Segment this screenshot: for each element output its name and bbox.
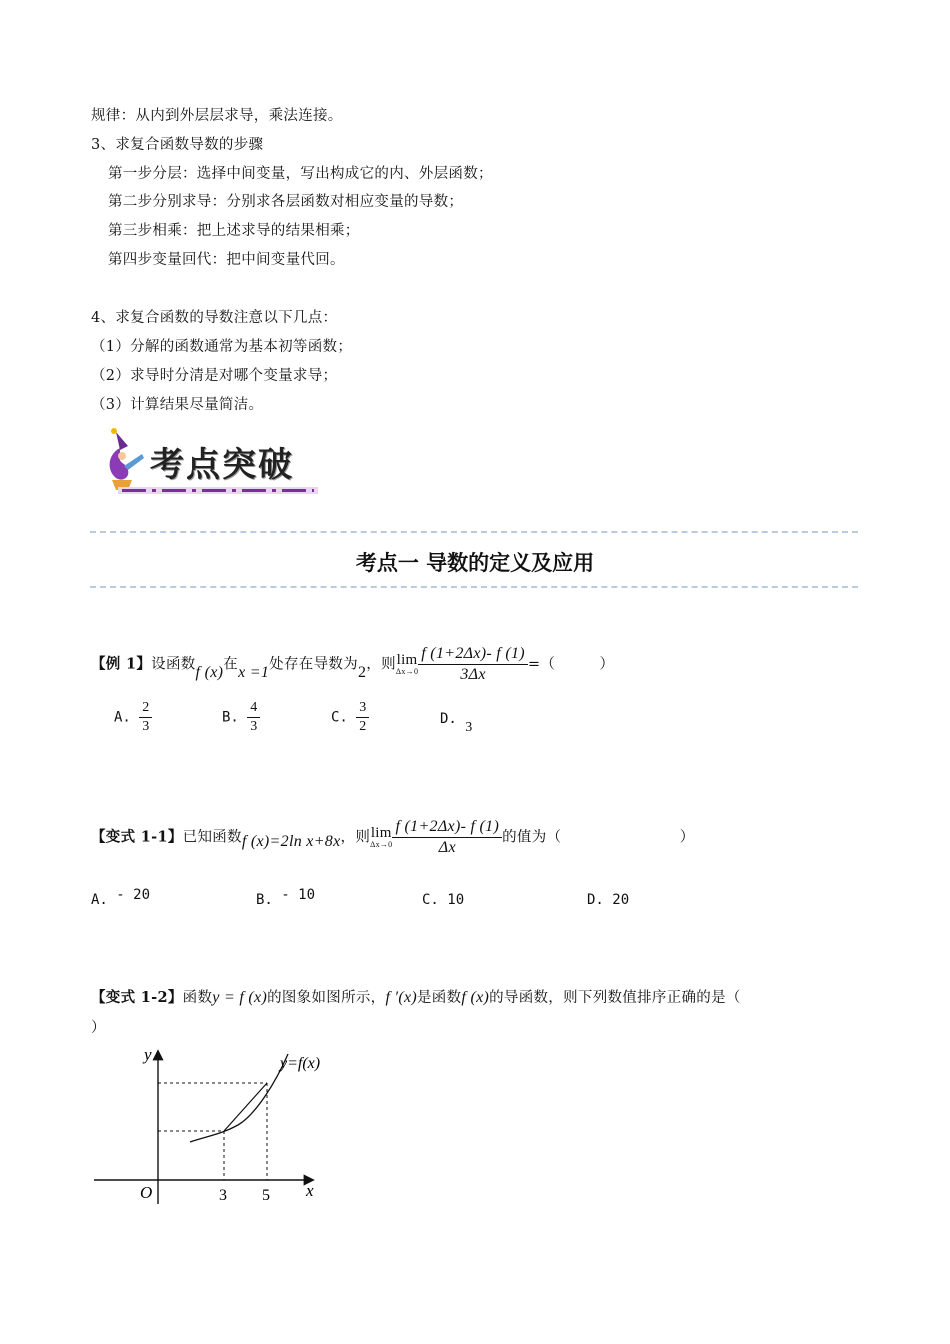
variant-1-2-question — [91, 986, 741, 1007]
option-d: D. 20 — [587, 892, 630, 908]
curve-label: y=f(x) — [280, 1055, 321, 1072]
q-text: 是函数 — [417, 990, 462, 1006]
q-text: 的导函数，则下列数值排序正确的是（ — [489, 990, 741, 1006]
function-graph — [90, 1040, 340, 1210]
yfx-expr: y = f (x) — [212, 989, 268, 1006]
x-tick-label: 5 — [262, 1187, 270, 1204]
example-label: 【例 1】 — [91, 655, 152, 673]
option-b: B. - 10 — [256, 887, 316, 908]
answer-blank: =（ ） — [527, 656, 615, 673]
x-axis-label: x — [306, 1181, 314, 1200]
limit-operator: lim Δx→0 — [370, 824, 393, 849]
limit-fraction: $\frac{f (1+2\Delta x)- f (1)}{\Delta x}$ — [392, 818, 502, 857]
function-expr: f (x)=2ln x+8x — [241, 832, 341, 850]
example-1-question — [91, 645, 614, 684]
fx-expr: f (x) — [461, 989, 490, 1006]
rule-text: 规律：从内到外层层求导，乘法连接。 — [91, 108, 343, 124]
step-item: 第三步相乘：把上述求导的结果相乘； — [108, 223, 360, 239]
q-text: 函数 — [182, 990, 213, 1006]
step-item: 第二步分别求导：分别求各层函数对相应变量的导数； — [108, 194, 464, 210]
section-rule-top — [90, 531, 858, 533]
q-text: ，则 — [366, 656, 396, 673]
section-rule-bottom — [90, 586, 858, 588]
function-curve — [190, 1054, 288, 1142]
option-d: D. 3 — [440, 711, 473, 735]
condition: x =1 — [238, 663, 270, 681]
y-axis-label: y — [144, 1045, 152, 1064]
q-text: 在 — [223, 656, 239, 673]
banner-title: 考点突破 — [150, 445, 294, 485]
variant-1-1-question — [91, 818, 695, 857]
q-text: 处存在导数为 — [269, 656, 358, 673]
option-b: B. $\frac{4}{3}$ — [222, 700, 260, 735]
option-c: C. 10 — [422, 892, 465, 908]
answer-blank: 的值为（ ） — [502, 829, 695, 846]
derivative-value: 2 — [357, 663, 367, 681]
q-text: ，则 — [340, 829, 371, 846]
note-item: （2）求导时分清是对哪个变量求导； — [91, 368, 338, 384]
variant-label: 【变式 1-1】 — [91, 828, 183, 846]
answer-paren-close: ） — [91, 1020, 106, 1036]
q-text: 的图象如图所示， — [267, 990, 386, 1006]
option-a: A. $\frac{2}{3}$ — [114, 700, 152, 735]
origin-label: O — [140, 1183, 153, 1202]
q-text: 设函数 — [151, 656, 196, 673]
variant-label: 【变式 1-2】 — [91, 989, 183, 1006]
notes-heading: 4、求复合函数的导数注意以下几点： — [91, 310, 338, 326]
derivative-expr: f ′(x) — [385, 989, 417, 1006]
option-a: A. - 20 — [91, 887, 151, 908]
limit-operator: lim Δx→0 — [395, 651, 419, 676]
step-item: 第四步变量回代：把中间变量代回。 — [108, 252, 345, 268]
banner-underline — [118, 484, 318, 496]
fx-expr: f (x) — [195, 663, 224, 681]
section-title: 考点一 导数的定义及应用 — [355, 551, 595, 575]
step-item: 第一步分层：选择中间变量，写出构成它的内、外层函数； — [108, 166, 493, 182]
secant-line — [224, 1083, 267, 1131]
option-c: C. $\frac{3}{2}$ — [331, 700, 369, 735]
x-tick-label: 3 — [219, 1187, 227, 1204]
note-item: （1）分解的函数通常为基本初等函数； — [91, 339, 353, 355]
note-item: （3）计算结果尽量简洁。 — [91, 397, 264, 413]
q-text: 已知函数 — [182, 829, 242, 846]
steps-heading: 3、求复合函数导数的步骤 — [91, 137, 264, 153]
limit-fraction: $\frac{f (1+2\Delta x)- f (1)}{3\Delta x}$ — [418, 645, 528, 684]
